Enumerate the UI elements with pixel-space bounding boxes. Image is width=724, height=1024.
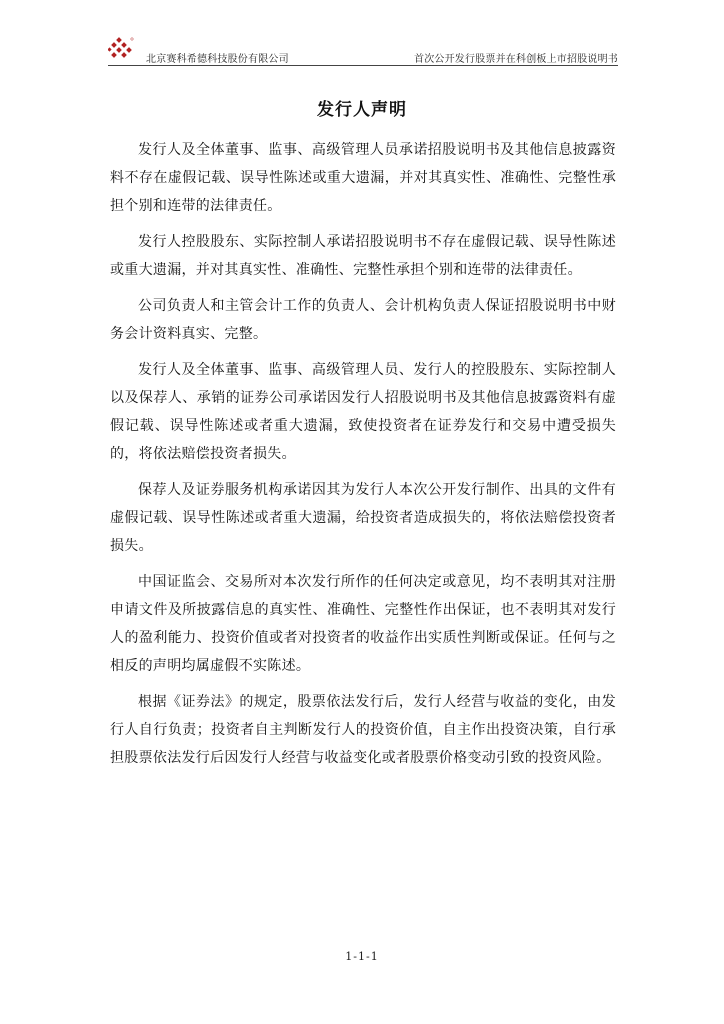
paragraph-3: 公司负责人和主管会计工作的负责人、会计机构负责人保证招股说明书中财务会计资料真实、完整。 bbox=[110, 298, 616, 342]
document-title: 首次公开发行股票并在科创板上市招股说明书 bbox=[414, 54, 618, 65]
company-logo-icon bbox=[108, 36, 134, 62]
company-name: 北京赛科希德科技股份有限公司 bbox=[146, 54, 289, 65]
paragraph-7: 根据《证券法》的规定，股票依法发行后，发行人经营与收益的变化，由发行人自行负责；投资者自主判断发行人的投资价值，自主作出投资决策，自行承担股票依法发行后因发行人经营与收益变化或者股票价格变动引致的投资风险。 bbox=[110, 694, 616, 766]
statement-body bbox=[110, 136, 616, 780]
page-header bbox=[108, 36, 618, 66]
page-number: 1-1-1 bbox=[345, 950, 379, 963]
paragraph-4: 发行人及全体董事、监事、高级管理人员、发行人的控股股东、实际控制人以及保荐人、承销的证券公司承诺因发行人招股说明书及其他信息披露资料有虚假记载、误导性陈述或者重大遗漏，致使投资者在证券发行和交易中遭受损失的，将依法赔偿投资者损失。 bbox=[110, 362, 616, 462]
paragraph-5: 保荐人及证券服务机构承诺因其为发行人本次公开发行制作、出具的文件有虚假记载、误导性陈述或者重大遗漏，给投资者造成损失的，将依法赔偿投资者损失。 bbox=[110, 482, 616, 554]
paragraph-2: 发行人控股股东、实际控制人承诺招股说明书不存在虚假记载、误导性陈述或重大遗漏，并对其真实性、准确性、完整性承担个别和连带的法律责任。 bbox=[110, 234, 616, 278]
page-title: 发行人声明 bbox=[317, 100, 407, 120]
paragraph-6: 中国证监会、交易所对本次发行所作的任何决定或意见，均不表明其对注册申请文件及所披露信息的真实性、准确性、完整性作出保证，也不表明其对发行人的盈利能力、投资价值或者对投资者的收益作出实质性判断或保证。任何与之相反的声明均属虚假不实陈述。 bbox=[110, 574, 616, 674]
header-divider bbox=[108, 65, 618, 66]
paragraph-1: 发行人及全体董事、监事、高级管理人员承诺招股说明书及其他信息披露资料不存在虚假记载、误导性陈述或重大遗漏，并对其真实性、准确性、完整性承担个别和连带的法律责任。 bbox=[110, 142, 616, 214]
